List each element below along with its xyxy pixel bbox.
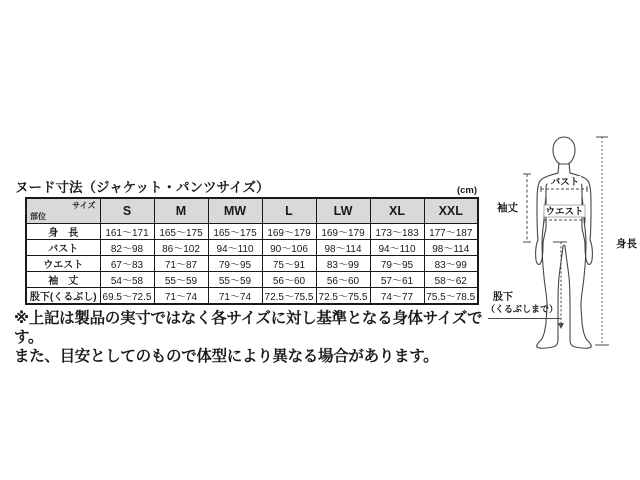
table-row-sleeve bbox=[26, 272, 478, 288]
row-label-inseam: 股下(くるぶし) bbox=[26, 288, 100, 305]
size-cell: 169〜179 bbox=[262, 224, 316, 240]
row-label-waist: ウエスト bbox=[26, 256, 100, 272]
size-col-header-m: M bbox=[154, 198, 208, 224]
bust-label: バスト bbox=[550, 177, 580, 188]
size-cell: 58〜62 bbox=[424, 272, 478, 288]
row-label-sleeve: 袖 丈 bbox=[26, 272, 100, 288]
inseam-label-line1: 股下 bbox=[493, 292, 513, 303]
size-cell: 55〜59 bbox=[154, 272, 208, 288]
size-cell: 55〜59 bbox=[208, 272, 262, 288]
size-cell: 56〜60 bbox=[262, 272, 316, 288]
body-measurement-diagram bbox=[480, 100, 640, 360]
inseam-measure-line bbox=[488, 242, 567, 329]
size-cell: 75〜91 bbox=[262, 256, 316, 272]
human-figure-outline bbox=[536, 137, 593, 348]
size-cell: 98〜114 bbox=[424, 240, 478, 256]
size-cell: 54〜58 bbox=[100, 272, 154, 288]
size-cell: 169〜179 bbox=[316, 224, 370, 240]
size-col-header-lw: LW bbox=[316, 198, 370, 224]
size-cell: 71〜74 bbox=[154, 288, 208, 305]
size-cell: 161〜171 bbox=[100, 224, 154, 240]
footnote-line-2: また、目安としてのもので体型により異なる場合があります。 bbox=[14, 348, 439, 365]
size-cell: 165〜175 bbox=[208, 224, 262, 240]
size-cell: 72.5〜75.5 bbox=[316, 288, 370, 305]
size-cell: 173〜183 bbox=[370, 224, 424, 240]
corner-cell bbox=[26, 198, 100, 224]
footnote bbox=[14, 309, 494, 366]
size-cell: 69.5〜72.5 bbox=[100, 288, 154, 305]
size-col-header-mw: MW bbox=[208, 198, 262, 224]
body-diagram-svg bbox=[480, 100, 640, 360]
size-cell: 56〜60 bbox=[316, 272, 370, 288]
table-row-waist bbox=[26, 256, 478, 272]
size-cell: 72.5〜75.5 bbox=[262, 288, 316, 305]
row-label-bust: バスト bbox=[26, 240, 100, 256]
table-row-height bbox=[26, 224, 478, 240]
size-cell: 57〜61 bbox=[370, 272, 424, 288]
size-col-header-l: L bbox=[262, 198, 316, 224]
size-cell: 177〜187 bbox=[424, 224, 478, 240]
inseam-label-line2: （くるぶしまで） bbox=[486, 304, 559, 314]
table-row-bust bbox=[26, 240, 478, 256]
sleeve-label: 袖丈 bbox=[497, 202, 518, 214]
size-cell: 79〜95 bbox=[370, 256, 424, 272]
size-col-header-xxl: XXL bbox=[424, 198, 478, 224]
table-row-inseam bbox=[26, 288, 478, 305]
size-cell: 98〜114 bbox=[316, 240, 370, 256]
size-cell: 90〜106 bbox=[262, 240, 316, 256]
size-cell: 82〜98 bbox=[100, 240, 154, 256]
size-col-header-s: S bbox=[100, 198, 154, 224]
table-header-row bbox=[26, 198, 478, 224]
size-cell: 83〜99 bbox=[316, 256, 370, 272]
size-cell: 67〜83 bbox=[100, 256, 154, 272]
waist-measure-line bbox=[544, 217, 585, 223]
corner-size-label: サイズ bbox=[72, 201, 96, 210]
size-cell: 75.5〜78.5 bbox=[424, 288, 478, 305]
sleeve-measure-line bbox=[523, 174, 531, 242]
height-measure-line bbox=[595, 137, 609, 345]
size-cell: 165〜175 bbox=[154, 224, 208, 240]
waist-label: ウエスト bbox=[545, 206, 584, 218]
size-cell: 71〜87 bbox=[154, 256, 208, 272]
height-label: 身長 bbox=[616, 238, 637, 250]
size-cell: 86〜102 bbox=[154, 240, 208, 256]
size-cell: 71〜74 bbox=[208, 288, 262, 305]
size-cell: 83〜99 bbox=[424, 256, 478, 272]
size-cell: 94〜110 bbox=[370, 240, 424, 256]
size-table bbox=[25, 197, 479, 305]
footnote-line-1: ※上記は製品の実寸ではなく各サイズに対し基準となる身体サイズです。 bbox=[14, 310, 483, 346]
size-cell: 79〜95 bbox=[208, 256, 262, 272]
size-cell: 74〜77 bbox=[370, 288, 424, 305]
corner-part-label: 部位 bbox=[30, 212, 46, 221]
size-cell: 94〜110 bbox=[208, 240, 262, 256]
row-label-height: 身 長 bbox=[26, 224, 100, 240]
unit-label: (cm) bbox=[456, 185, 477, 196]
page-title: ヌード寸法（ジャケット・パンツサイズ） bbox=[15, 180, 270, 195]
size-col-header-xl: XL bbox=[370, 198, 424, 224]
